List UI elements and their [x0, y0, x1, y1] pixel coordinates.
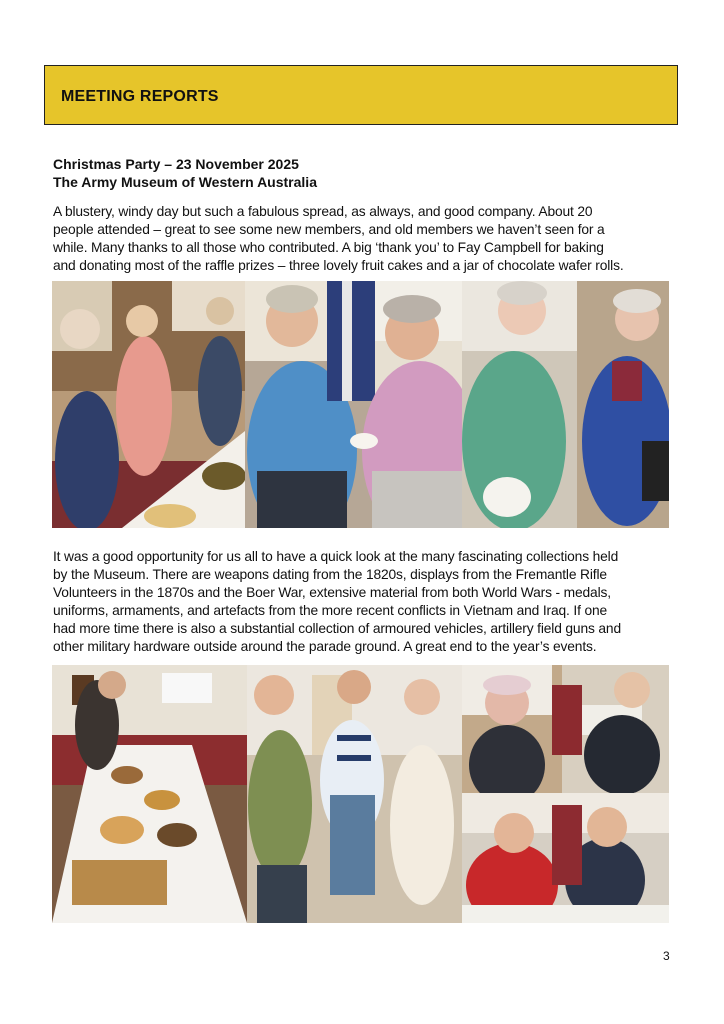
- paragraph-line: people attended – great to see some new members, and old members we haven’t seen for a: [53, 222, 605, 237]
- page-number: 3: [663, 949, 670, 963]
- section-banner: [44, 65, 678, 125]
- paragraph-line: by the Museum. There are weapons dating from the 1820s, displays from the Fremantle Rifle: [53, 567, 607, 582]
- paragraph-line: It was a good opportunity for us all to have a quick look at the many fascinating collections held: [53, 549, 619, 564]
- paragraph-line: had more time there is also a substantial collection of armoured vehicles, artillery field guns and: [53, 621, 621, 636]
- article-paragraph-1: [53, 203, 675, 275]
- paragraph-line: uniforms, armaments, and artefacts from the more recent conflicts in Vietnam and Iraq. If one: [53, 603, 608, 618]
- photo-collage-spread: [52, 665, 669, 923]
- paragraph-line: while. Many thanks to all those who contributed. A big ‘thank you’ to Fay Campbell for baking: [53, 240, 604, 255]
- paragraph-line: other military hardware outside around the parade ground. A great end to the year’s events.: [53, 639, 597, 654]
- paragraph-line: and donating most of the raffle prizes – three lovely fruit cakes and a jar of chocolate wafer rolls.: [53, 258, 624, 273]
- paragraph-line: A blustery, windy day but such a fabulous spread, as always, and good company. About 20: [53, 204, 593, 219]
- section-title: MEETING REPORTS: [61, 88, 219, 105]
- article-heading-date: Christmas Party – 23 November 2025: [53, 156, 299, 172]
- paragraph-line: Volunteers in the 1870s and the Boer War, extensive material from both World Wars - medals,: [53, 585, 611, 600]
- article-paragraph-2: [53, 548, 675, 656]
- photo-collage-guests: [52, 281, 669, 528]
- article-heading-venue: The Army Museum of Western Australia: [53, 174, 317, 190]
